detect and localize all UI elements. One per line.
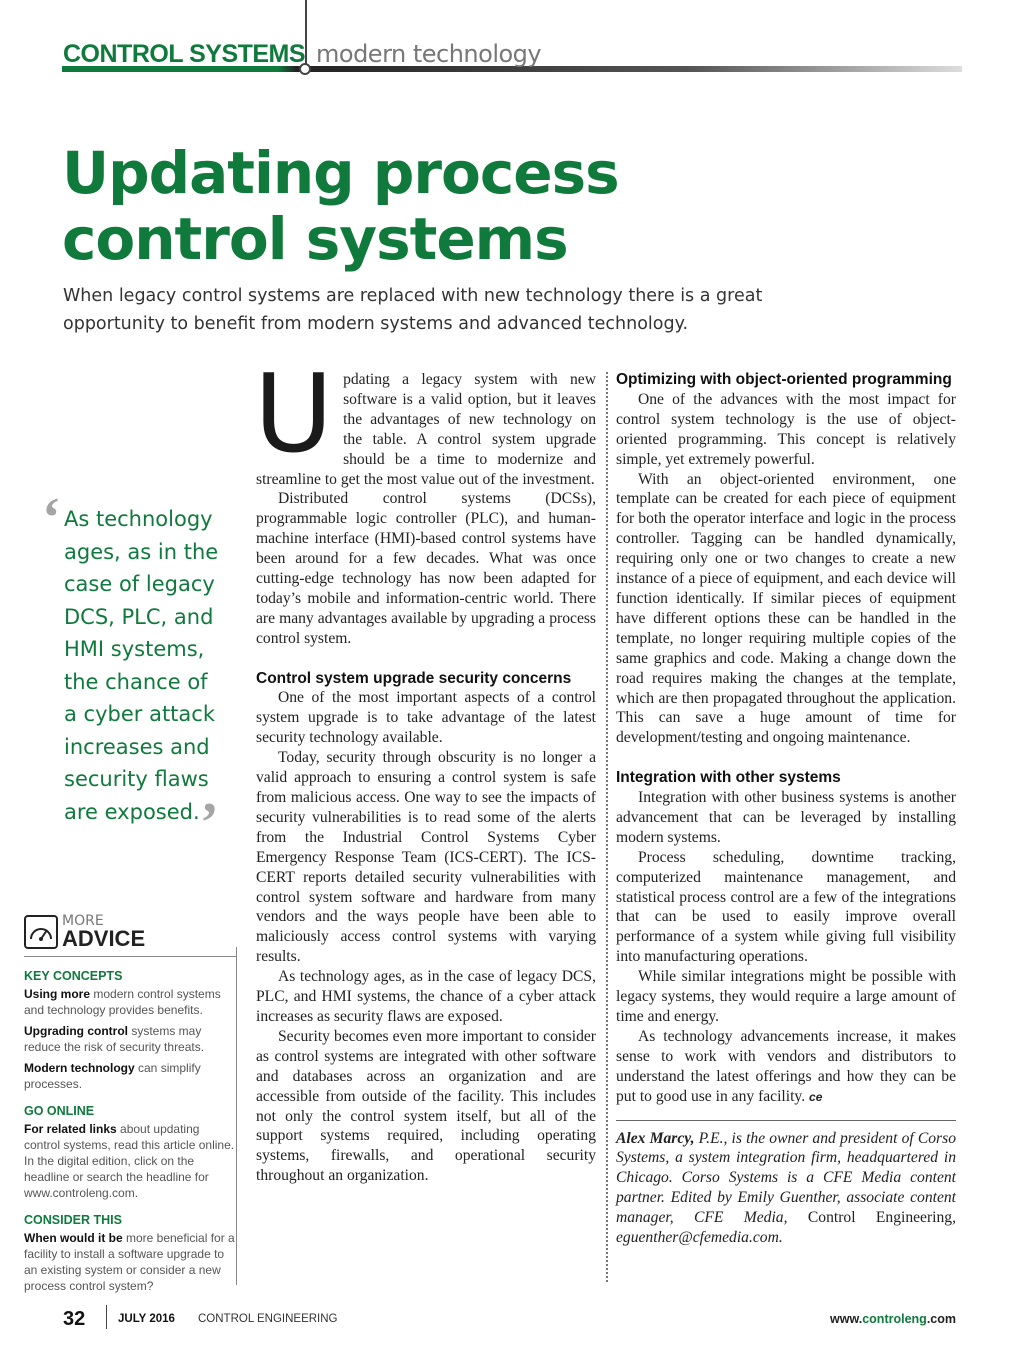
author-bio: Alex Marcy, P.E., is the owner and president of Corso Systems, a system integration firm, headquartered in Chicago. Corso Systems is a CFE Media content partner. Edited by Emily Guenther, associate content manager, CFE Media, Control Engineering, eguenther@cfemedia.com. [616,1129,956,1247]
footer-divider [106,1305,107,1329]
body-paragraph: As technology advancements increase, it makes sense to work with vendors and distributors to understand the latest offerings and how they can be put to good use in any facility. ce [616,1027,956,1105]
gauge-icon [24,915,58,949]
body-paragraph: Distributed control systems (DCSs), programmable logic controller (PLC), and human-machine interface (HMI)-based control systems have been around for a few decades. What was once cutting-edge technology has now been adapted for today’s mobile and information-centric world. There are many advantages available by upgrading a process control system. [256,490,596,647]
body-paragraph: With an object-oriented environment, one template can be created for each piece of equipment for both the operator interface and logic in the process controller. Tagging can be handled dynamically, requiring only one or two changes to create a new instance of a piece of equipment, and each device will function identically. If similar pieces of equipment have different options these can be handled in the template, no longer requiring multiple copies of the same graphics and code. Making a change down the road requires making the changes at the template, which are then propagated throughout the application. This can save a huge amount of time for development/testing and ongoing maintenance. [616,470,956,747]
section-subtitle: modern technology [316,40,542,68]
body-paragraph: Security becomes even more important to consider as control systems are integrated with other software and databases across an organization and are accessible from outside of the facility. This includes not only the control system itself, but all of the support systems required, including operating systems, firewalls, and operational security throughout an organization. [256,1027,596,1185]
more-advice-logo [24,912,236,957]
issue-date: JULY 2016 [118,1313,175,1325]
body-paragraph: One of the advances with the most impact for control system technology is the use of object-oriented programming. This concept is relatively simple, yet extremely powerful. [616,390,956,468]
consider-this-text: When would it be more beneficial for a facility to install a software upgrade to an existing system or consider a new process control system? [24,1231,235,1293]
end-mark: ce [809,1089,823,1104]
section-name: CONTROL SYSTEMS [63,40,306,68]
body-paragraph: One of the most important aspects of a control system upgrade is to take advantage of the latest security technology available. [256,689,596,747]
headline-line-1: Updating process [62,139,619,207]
more-label: MORE [62,913,104,929]
subhead-integration: Integration with other systems [616,769,841,787]
header-divider-line [305,0,307,70]
body-paragraph: As technology ages, as in the case of legacy DCS, PLC, and HMI systems, the chance of a cyber attack increases as security flaws are exposed. [256,968,596,1025]
key-concept-1: Using more modern control systems and technology provides benefits. [24,987,221,1017]
publication-name: CONTROL ENGINEERING [198,1313,338,1325]
website-link[interactable]: www.controleng.com [830,1312,956,1326]
pull-quote: As technology ages, as in the case of legacy DCS, PLC, and HMI systems, the chance of a cyber attack increases and security flaws are exposed. [64,507,219,824]
drop-cap: U [254,352,334,477]
headline-line-2: control systems [62,205,568,273]
bio-rule [616,1120,956,1121]
subhead-object-oriented: Optimizing with object-oriented programming [616,371,952,388]
page-number: 32 [63,1308,86,1330]
body-column-1 [254,352,596,1186]
author-name: Alex Marcy, [616,1129,695,1147]
article-deck: When legacy control systems are replaced with new technology there is a great opportunity to benefit from modern systems and advanced technology. [63,286,763,334]
column-divider [606,372,608,1282]
consider-this-heading: CONSIDER THIS [24,1213,122,1227]
body-paragraph: Updating a legacy system with new software is a valid option, but it leaves the advantages of new technology on the table. A control system upgrade should be a time to modernize and streamline to get the most value out of the investment. [254,352,596,488]
go-online-text: For related links about updating control systems, read this article online. In the digital edition, click on the headline or search the headline for www.controleng.com. [24,1122,235,1200]
body-paragraph: Today, security through obscurity is no longer a valid approach to ensuring a control system is safe from malicious access. One way to see the impacts of security vulnerabilities is to read some of the alerts from the Industrial Control Systems Cyber Emergency Response Team (ICS-CERT). The ICS-CERT reports detailed security vulnerabilities with control system software and hardware from many vendors and the ways people have been able to maliciously access control systems with varying results. [256,749,596,966]
more-advice-sidebar [24,912,236,1299]
key-concepts-heading: KEY CONCEPTS [24,969,123,983]
advice-title: ADVICE [62,926,146,951]
article-headline [62,140,782,272]
pull-quote-close-mark: ’ [200,792,219,854]
sidebar-divider [236,947,237,1285]
key-concept-3: Modern technology can simplify processes. [24,1061,201,1091]
key-concept-2: Upgrading control systems may reduce the risk of security threats. [24,1024,205,1054]
body-paragraph: While similar integrations might be possible with legacy systems, they would require a large amount of time and energy. [616,968,956,1025]
pull-quote-open-mark: ‘ [42,487,61,549]
body-column-2 [616,370,956,1248]
body-paragraph: Process scheduling, downtime tracking, computerized maintenance management, and statistical process control are a few of the integrations that can be used to easily improve overall performance of a system while giving full visibility into manufacturing operations. [616,848,956,966]
body-paragraph: Integration with other business systems is another advancement that can be leveraged by installing modern systems. [616,789,956,846]
subhead-security: Control system upgrade security concerns [256,669,572,687]
go-online-heading: GO ONLINE [24,1104,95,1118]
